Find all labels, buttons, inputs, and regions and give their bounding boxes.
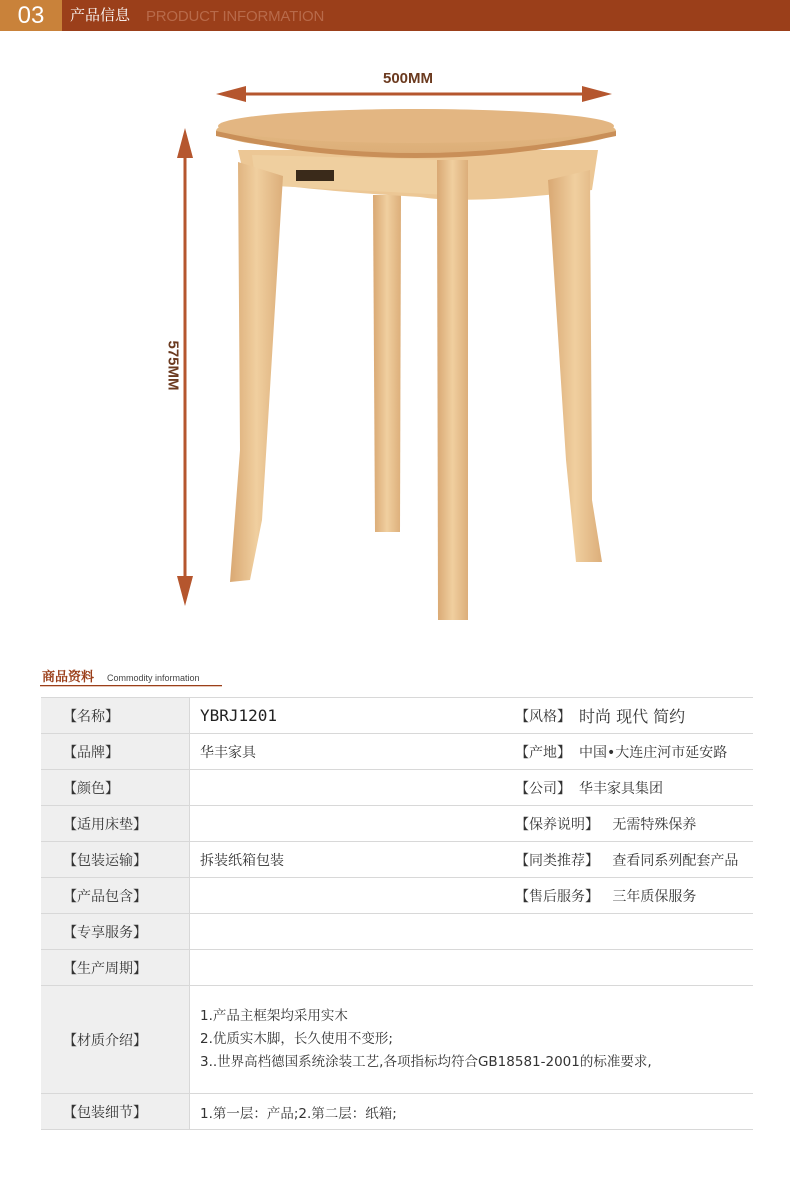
- table-row: [41, 842, 753, 878]
- row-label: 【颜色】: [41, 770, 190, 806]
- row-right-label: [515, 842, 753, 878]
- material-line: 2.优质实木脚，长久使用不变形;: [200, 1031, 393, 1047]
- table-row: [41, 770, 753, 806]
- row-value: 拆装纸箱包装: [190, 842, 516, 878]
- section-title-en: PRODUCT INFORMATION: [146, 8, 325, 25]
- stool-illustration: [0, 31, 790, 671]
- row-value: [190, 914, 754, 950]
- material-line: 1.产品主框架均采用实木: [200, 1008, 348, 1024]
- section-header: [0, 0, 790, 31]
- width-arrow: [216, 86, 612, 102]
- brand-plate: [296, 170, 334, 181]
- row-value: [190, 950, 754, 986]
- row-label: 【专享服务】: [41, 914, 190, 950]
- row-right-value: 三年质保服务: [612, 888, 697, 905]
- row-label: 【品牌】: [41, 734, 190, 770]
- height-label: 575MM: [164, 340, 182, 391]
- row-label: 【生产周期】: [41, 950, 190, 986]
- table-row: [41, 950, 753, 986]
- table-row: [41, 698, 753, 734]
- row-value: [190, 698, 516, 734]
- row-value: [190, 770, 516, 806]
- row-right-value: 中国•大连庄河市延安路: [579, 734, 753, 770]
- row-right-label-text: 【售后服务】: [515, 888, 599, 905]
- material-line: 3..世界高档德国系统涂装工艺,各项指标均符合GB18581-2001的标准要求,: [200, 1054, 652, 1070]
- info-section-subtitle: Commodity information: [107, 673, 200, 683]
- row-label: 【产品包含】: [41, 878, 190, 914]
- row-right-label: 【风格】: [515, 698, 579, 734]
- table-row-material: [41, 986, 753, 1094]
- row-right-label: 【公司】: [515, 770, 579, 806]
- row-right-value: 无需特殊保养: [612, 816, 697, 833]
- row-value: [190, 878, 516, 914]
- row-value: 华丰家具: [190, 734, 516, 770]
- table-row: [41, 878, 753, 914]
- row-label: 【名称】: [41, 698, 190, 734]
- row-right-value: 华丰家具集团: [579, 770, 753, 806]
- section-number: 03: [0, 0, 62, 31]
- material-description: [190, 986, 754, 1094]
- packing-label: 【包装细节】: [41, 1094, 190, 1130]
- material-label: 【材质介绍】: [41, 986, 190, 1094]
- packing-value: 1.第一层：产品;2.第二层：纸箱;: [190, 1094, 754, 1130]
- row-right-label: [515, 878, 753, 914]
- width-label: 500MM: [383, 70, 434, 87]
- row-right-value: 查看同系列配套产品: [612, 852, 739, 869]
- product-info-table: [41, 697, 753, 1130]
- table-row-packing: [41, 1094, 753, 1130]
- row-right-label: [515, 806, 753, 842]
- row-label: 【适用床垫】: [41, 806, 190, 842]
- model-number: YBRJ1201: [200, 706, 278, 725]
- row-label: 【包装运输】: [41, 842, 190, 878]
- table-row: [41, 734, 753, 770]
- table-row: [41, 914, 753, 950]
- row-value: [190, 806, 516, 842]
- table-row: [41, 806, 753, 842]
- row-right-label: 【产地】: [515, 734, 579, 770]
- info-section-title: 商品资料: [42, 670, 95, 685]
- row-right-label-text: 【同类推荐】: [515, 852, 599, 869]
- row-right-value: 时尚 现代 简约: [579, 698, 753, 734]
- section-divider-light: [40, 686, 222, 687]
- product-image-area: [0, 31, 790, 671]
- row-right-label-text: 【保养说明】: [515, 816, 599, 833]
- section-title-cn: 产品信息: [70, 6, 131, 24]
